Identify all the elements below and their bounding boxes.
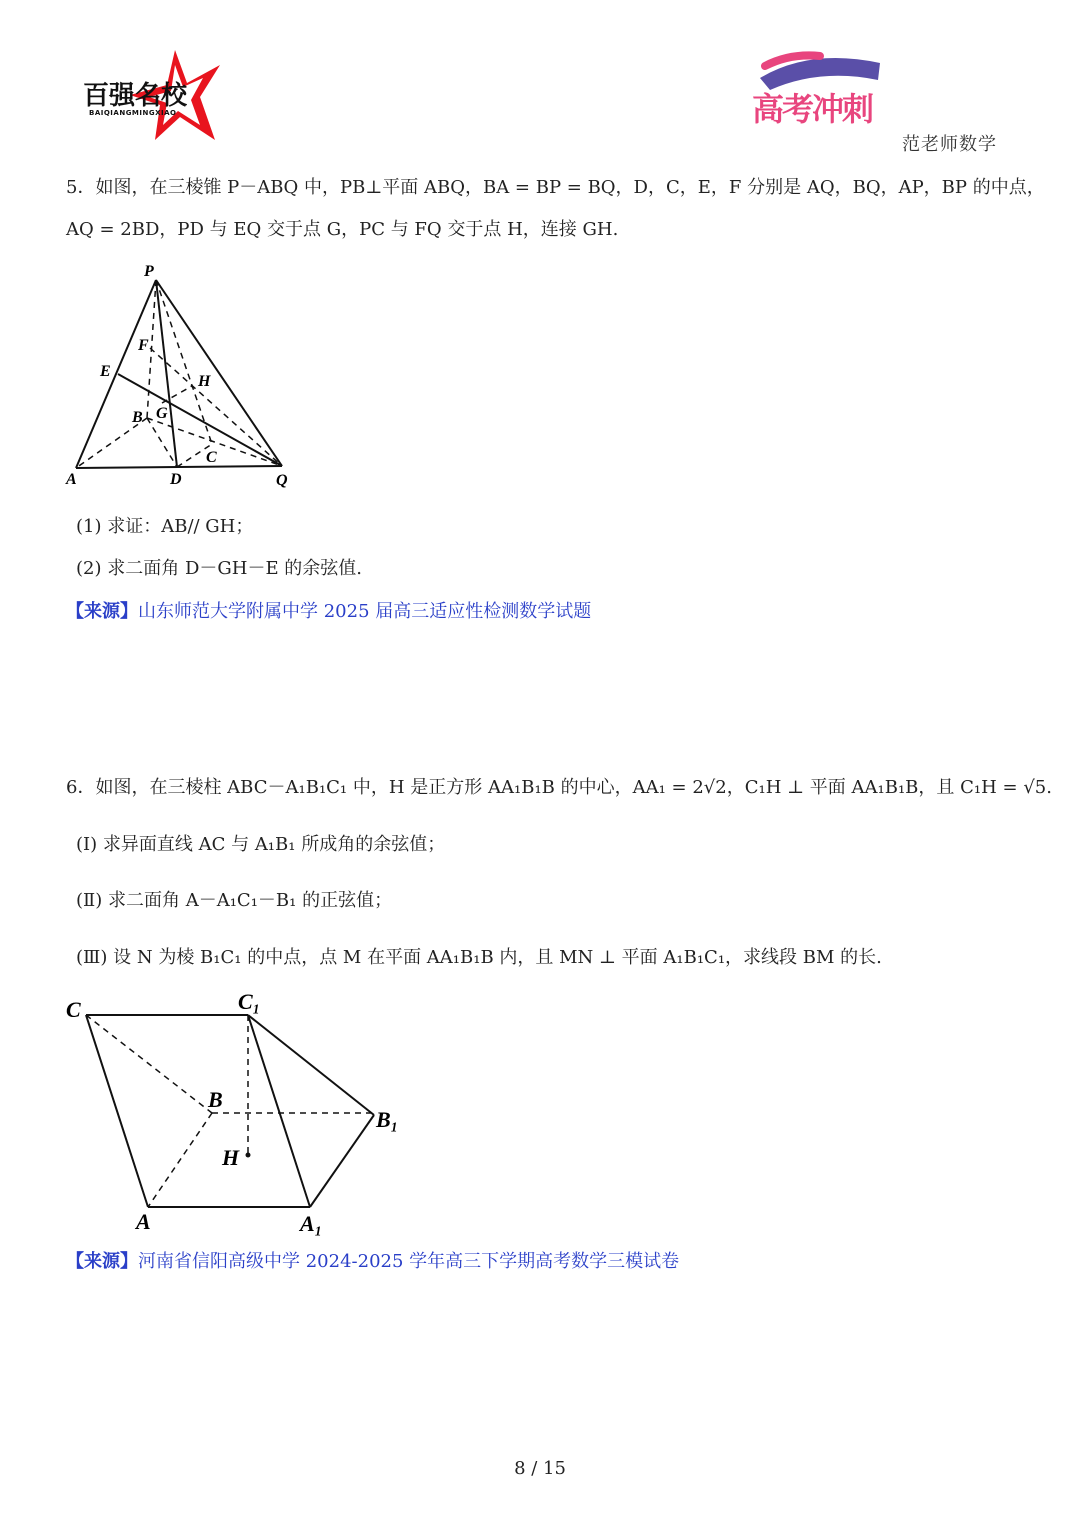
- problem5-line2: AQ = 2BD，PD 与 EQ 交于点 G，PC 与 FQ 交于点 H，连接 GH.: [66, 219, 619, 240]
- right-logo-text: 高考冲刺: [752, 90, 873, 128]
- source-tag: 【来源】: [66, 1251, 138, 1272]
- point-H: [246, 1153, 251, 1158]
- left-logo: [75, 45, 225, 145]
- teacher-name: 范老师数学: [902, 134, 997, 155]
- problem6-part1: (Ⅰ) 求异面直线 AC 与 A₁B₁ 所成角的余弦值；: [76, 834, 446, 855]
- page-number: 8 / 15: [514, 1458, 566, 1479]
- label-E: E: [100, 363, 111, 380]
- label-Q: Q: [276, 472, 288, 489]
- left-logo-subtext: BAIQIANGMINGXIAO: [89, 109, 177, 117]
- label-A: A: [66, 471, 77, 488]
- problem5-source: [66, 600, 591, 624]
- right-logo: [750, 48, 900, 128]
- label-B: B: [208, 1087, 223, 1112]
- label-P: P: [144, 263, 154, 280]
- label-B: B: [132, 409, 143, 426]
- label-A: A: [136, 1209, 151, 1234]
- problem6-source: [66, 1250, 679, 1274]
- label-D: D: [170, 471, 182, 488]
- problem6-part2: (Ⅱ) 求二面角 A－A₁C₁－B₁ 的正弦值；: [76, 890, 393, 911]
- problem5-part1: (1) 求证：AB// GH；: [76, 516, 254, 537]
- label-C1: C₁: [238, 989, 261, 1014]
- label-C: C: [66, 997, 81, 1022]
- label-H: H: [222, 1145, 240, 1170]
- label-A1: A₁: [300, 1211, 323, 1236]
- label-B1: B₁: [376, 1107, 399, 1132]
- problem5-line1: 5．如图，在三棱锥 P－ABQ 中，PB⊥平面 ABQ，BA = BP = BQ，D，C，E，F 分别是 AQ，BQ，AP，BP 的中点，: [66, 177, 1045, 198]
- label-C: C: [206, 449, 217, 466]
- left-logo-text: 百强名校: [83, 81, 188, 111]
- label-H: H: [198, 373, 211, 390]
- source-text: 山东师范大学附属中学 2025 届高三适应性检测数学试题: [138, 601, 592, 622]
- source-text: 河南省信阳高级中学 2024-2025 学年高三下学期高考数学三模试卷: [138, 1251, 680, 1272]
- problem5-part2: (2) 求二面角 D－GH－E 的余弦值.: [76, 558, 363, 579]
- problem6-line1: 6．如图，在三棱柱 ABC－A₁B₁C₁ 中，H 是正方形 AA₁B₁B 的中心，AA₁ = 2√2，C₁H ⊥ 平面 AA₁B₁B，且 C₁H = √5.: [66, 777, 1052, 798]
- prism-figure: [60, 985, 410, 1240]
- label-F: F: [138, 337, 149, 354]
- label-G: G: [156, 405, 168, 422]
- source-tag: 【来源】: [66, 601, 138, 622]
- pyramid-figure: [60, 258, 300, 490]
- problem6-part3: (Ⅲ) 设 N 为棱 B₁C₁ 的中点，点 M 在平面 AA₁B₁B 内，且 MN ⊥ 平面 A₁B₁C₁，求线段 BM 的长.: [76, 947, 882, 968]
